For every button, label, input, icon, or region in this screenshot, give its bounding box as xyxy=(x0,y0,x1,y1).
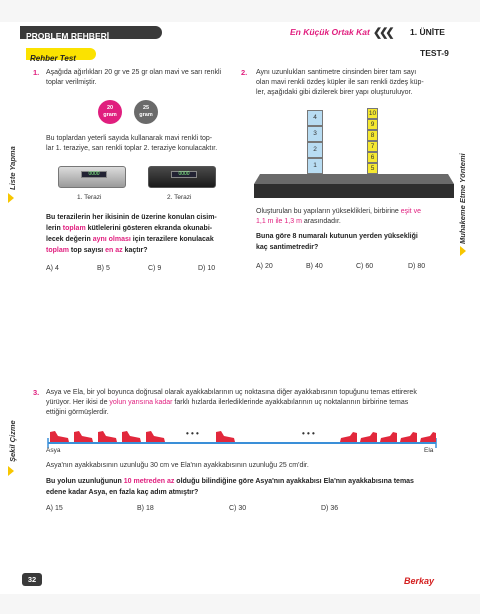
question-3-mid: Asya'nın ayakkabısının uzunluğu 30 cm ve Ela'nın ayakkabısının uzunluğu 25 cm'dir. xyxy=(46,462,309,469)
text-line: kaç santimetredir? xyxy=(256,244,319,251)
text-span: top sayısı xyxy=(68,247,106,254)
text-span: farklı hızlarda ilerlediklerinde ayakkabılarının uç noktalarının birbirine temas xyxy=(172,399,409,406)
q3-option-d[interactable]: D) 36 xyxy=(321,505,339,512)
question-2-prompt xyxy=(256,231,418,253)
text-span: yolun yarısına kadar xyxy=(109,399,173,406)
unit-label: 1. ÜNİTE xyxy=(410,27,445,37)
ball-20-gram xyxy=(98,100,122,124)
q1-option-a[interactable]: A) 4 xyxy=(46,265,59,272)
text-line: Aynı uzunlukları santimetre cinsinden birer tam sayı xyxy=(256,69,417,76)
question-1-number: 1. xyxy=(33,68,40,77)
asya-label: Asya xyxy=(46,447,61,454)
text-span: lerin xyxy=(46,225,63,232)
scale-1-display: 0000 xyxy=(81,171,107,178)
text-line: Bu terazilerin her ikisinin de üzerine konulan cisim- xyxy=(46,214,217,221)
asya-shoes xyxy=(50,431,235,442)
blue-cube-3: 3 xyxy=(307,126,323,142)
text-span: yürüyor. Her ikisi de xyxy=(46,399,110,406)
q1-option-c[interactable]: C) 9 xyxy=(148,265,162,272)
text-line xyxy=(46,234,217,245)
q1-option-d[interactable]: D) 10 xyxy=(198,265,216,272)
side-arrow-icon xyxy=(8,466,14,476)
side-label-liste-yapma: Liste Yapma xyxy=(8,146,17,190)
text-line: edene kadar Asya, en fazla kaç adım atmıştır? xyxy=(46,489,199,496)
blue-cube-4: 4 xyxy=(307,110,323,126)
ela-shoes xyxy=(340,432,436,442)
side-label-muhakeme: Muhakeme Etme Yöntemi xyxy=(458,153,467,244)
text-span: aynı olması xyxy=(92,236,131,243)
text-line: toplar verilmiştir. xyxy=(46,79,97,86)
question-1-prompt xyxy=(46,212,217,256)
text-span: kaçtır? xyxy=(122,247,148,254)
side-arrow-icon xyxy=(8,193,14,203)
text-span: Bu yolun uzunluğunun xyxy=(46,478,124,485)
text-span: kütlelerini gösteren ekranda okunabi- xyxy=(85,225,213,232)
q2-option-c[interactable]: C) 60 xyxy=(356,263,374,270)
scale-2-display: 0000 xyxy=(171,171,197,178)
scale-1-label: 1. Terazi xyxy=(77,194,102,201)
blue-cube-1: 1 xyxy=(307,158,323,174)
test-label: TEST-9 xyxy=(420,48,449,58)
yellow-cube-7: 7 xyxy=(367,141,378,152)
yellow-cube-9: 9 xyxy=(367,119,378,130)
question-2-number: 2. xyxy=(241,68,248,77)
badge-label: Rehber Test xyxy=(30,54,76,63)
q2-option-d[interactable]: D) 80 xyxy=(408,263,426,270)
yellow-cube-10: 10 xyxy=(368,110,377,117)
text-line xyxy=(256,217,421,227)
topic-title: En Küçük Ortak Kat xyxy=(290,27,370,37)
bottom-decor xyxy=(0,594,480,614)
question-1-mid xyxy=(46,134,217,154)
text-span: lecek değerin xyxy=(46,236,93,243)
text-line xyxy=(46,476,414,487)
chevron-icon: ❮❮❮ xyxy=(373,27,392,39)
blue-cube-2: 2 xyxy=(307,142,323,158)
yellow-cube-5: 5 xyxy=(367,163,378,174)
question-2-mid xyxy=(256,207,421,227)
side-arrow-icon xyxy=(460,246,466,256)
text-line xyxy=(46,223,217,234)
question-1-intro xyxy=(46,68,221,88)
q2-option-b[interactable]: B) 40 xyxy=(306,263,323,270)
ela-label: Ela xyxy=(424,447,434,454)
text-span: Oluşturulan bu yapıların yükseklikleri, birbirine xyxy=(256,208,401,215)
page-number: 32 xyxy=(22,573,42,586)
text-line: ler, aşağıdaki gibi dizilerek birer yapı oluşturuluyor. xyxy=(256,89,413,96)
question-3-prompt xyxy=(46,476,414,498)
text-line xyxy=(46,398,417,408)
q3-option-a[interactable]: A) 15 xyxy=(46,505,63,512)
shoe-road-figure xyxy=(44,420,440,460)
text-line: olan mavi renkli özdeş küpler ile sarı renkli özdeş küp- xyxy=(256,79,424,86)
ground-platform xyxy=(254,170,454,200)
text-span: olduğu bilindiğine göre Asya'nın ayakkabısı Ela'nın ayakkabısına temas xyxy=(174,478,414,485)
q3-option-b[interactable]: B) 18 xyxy=(137,505,154,512)
top-decor-band xyxy=(0,0,480,22)
dots-left: • • • xyxy=(186,429,199,438)
ball-value: 25 xyxy=(142,105,150,111)
text-span: 1,1 m ile 1,3 m xyxy=(256,218,302,225)
question-3-intro xyxy=(46,388,417,418)
ball-unit: gram xyxy=(139,112,153,118)
yellow-cube-6: 6 xyxy=(367,152,378,163)
text-line: Bu toplardan yeterli sayıda kullanarak mavi renkli top- xyxy=(46,135,213,142)
text-span: 10 metreden az xyxy=(123,478,175,485)
q2-option-a[interactable]: A) 20 xyxy=(256,263,273,270)
side-label-sekil-cizme: Şekil Çizme xyxy=(8,420,17,462)
publisher-logo: Berkay xyxy=(404,576,435,586)
scale-1 xyxy=(58,166,126,188)
section-header xyxy=(20,26,162,39)
text-line xyxy=(46,245,217,256)
text-line: Buna göre 8 numaralı kutunun yerden yüksekliği xyxy=(256,233,418,240)
dots-right: • • • xyxy=(302,429,315,438)
text-line: ettiğini görmüşlerdir. xyxy=(46,409,109,416)
scale-2-label: 2. Terazi xyxy=(167,194,192,201)
text-line xyxy=(256,207,421,217)
text-span: toplam xyxy=(62,225,86,232)
q1-option-b[interactable]: B) 5 xyxy=(97,265,110,272)
text-span: toplam xyxy=(46,247,69,254)
ball-unit: gram xyxy=(103,112,117,118)
text-span: eşit ve xyxy=(400,208,421,215)
text-span: arasındadır. xyxy=(301,218,341,225)
ball-value: 20 xyxy=(106,105,114,111)
text-span: için terazilere konulacak xyxy=(130,236,214,243)
section-title: PROBLEM REHBERİ xyxy=(26,31,110,41)
yellow-cube-8: 8 xyxy=(367,130,378,141)
text-line: Asya ve Ela, bir yol boyunca doğrusal olarak ayakkabılarının uç noktasına diğer ayakkabısının topuğunu temas ettirerek xyxy=(46,389,417,396)
text-line: Aşağıda ağırlıkları 20 gr ve 25 gr olan mavi ve sarı renkli xyxy=(46,69,222,76)
q3-option-c[interactable]: C) 30 xyxy=(229,505,247,512)
ball-25-gram xyxy=(134,100,158,124)
scale-2 xyxy=(148,166,216,188)
question-3-number: 3. xyxy=(33,388,40,397)
text-line: lar 1. teraziye, sarı renkli toplar 2. teraziye konulacaktır. xyxy=(46,145,218,152)
question-2-intro xyxy=(256,68,424,98)
rehber-test-badge xyxy=(26,48,96,63)
text-span: en az xyxy=(105,247,123,254)
